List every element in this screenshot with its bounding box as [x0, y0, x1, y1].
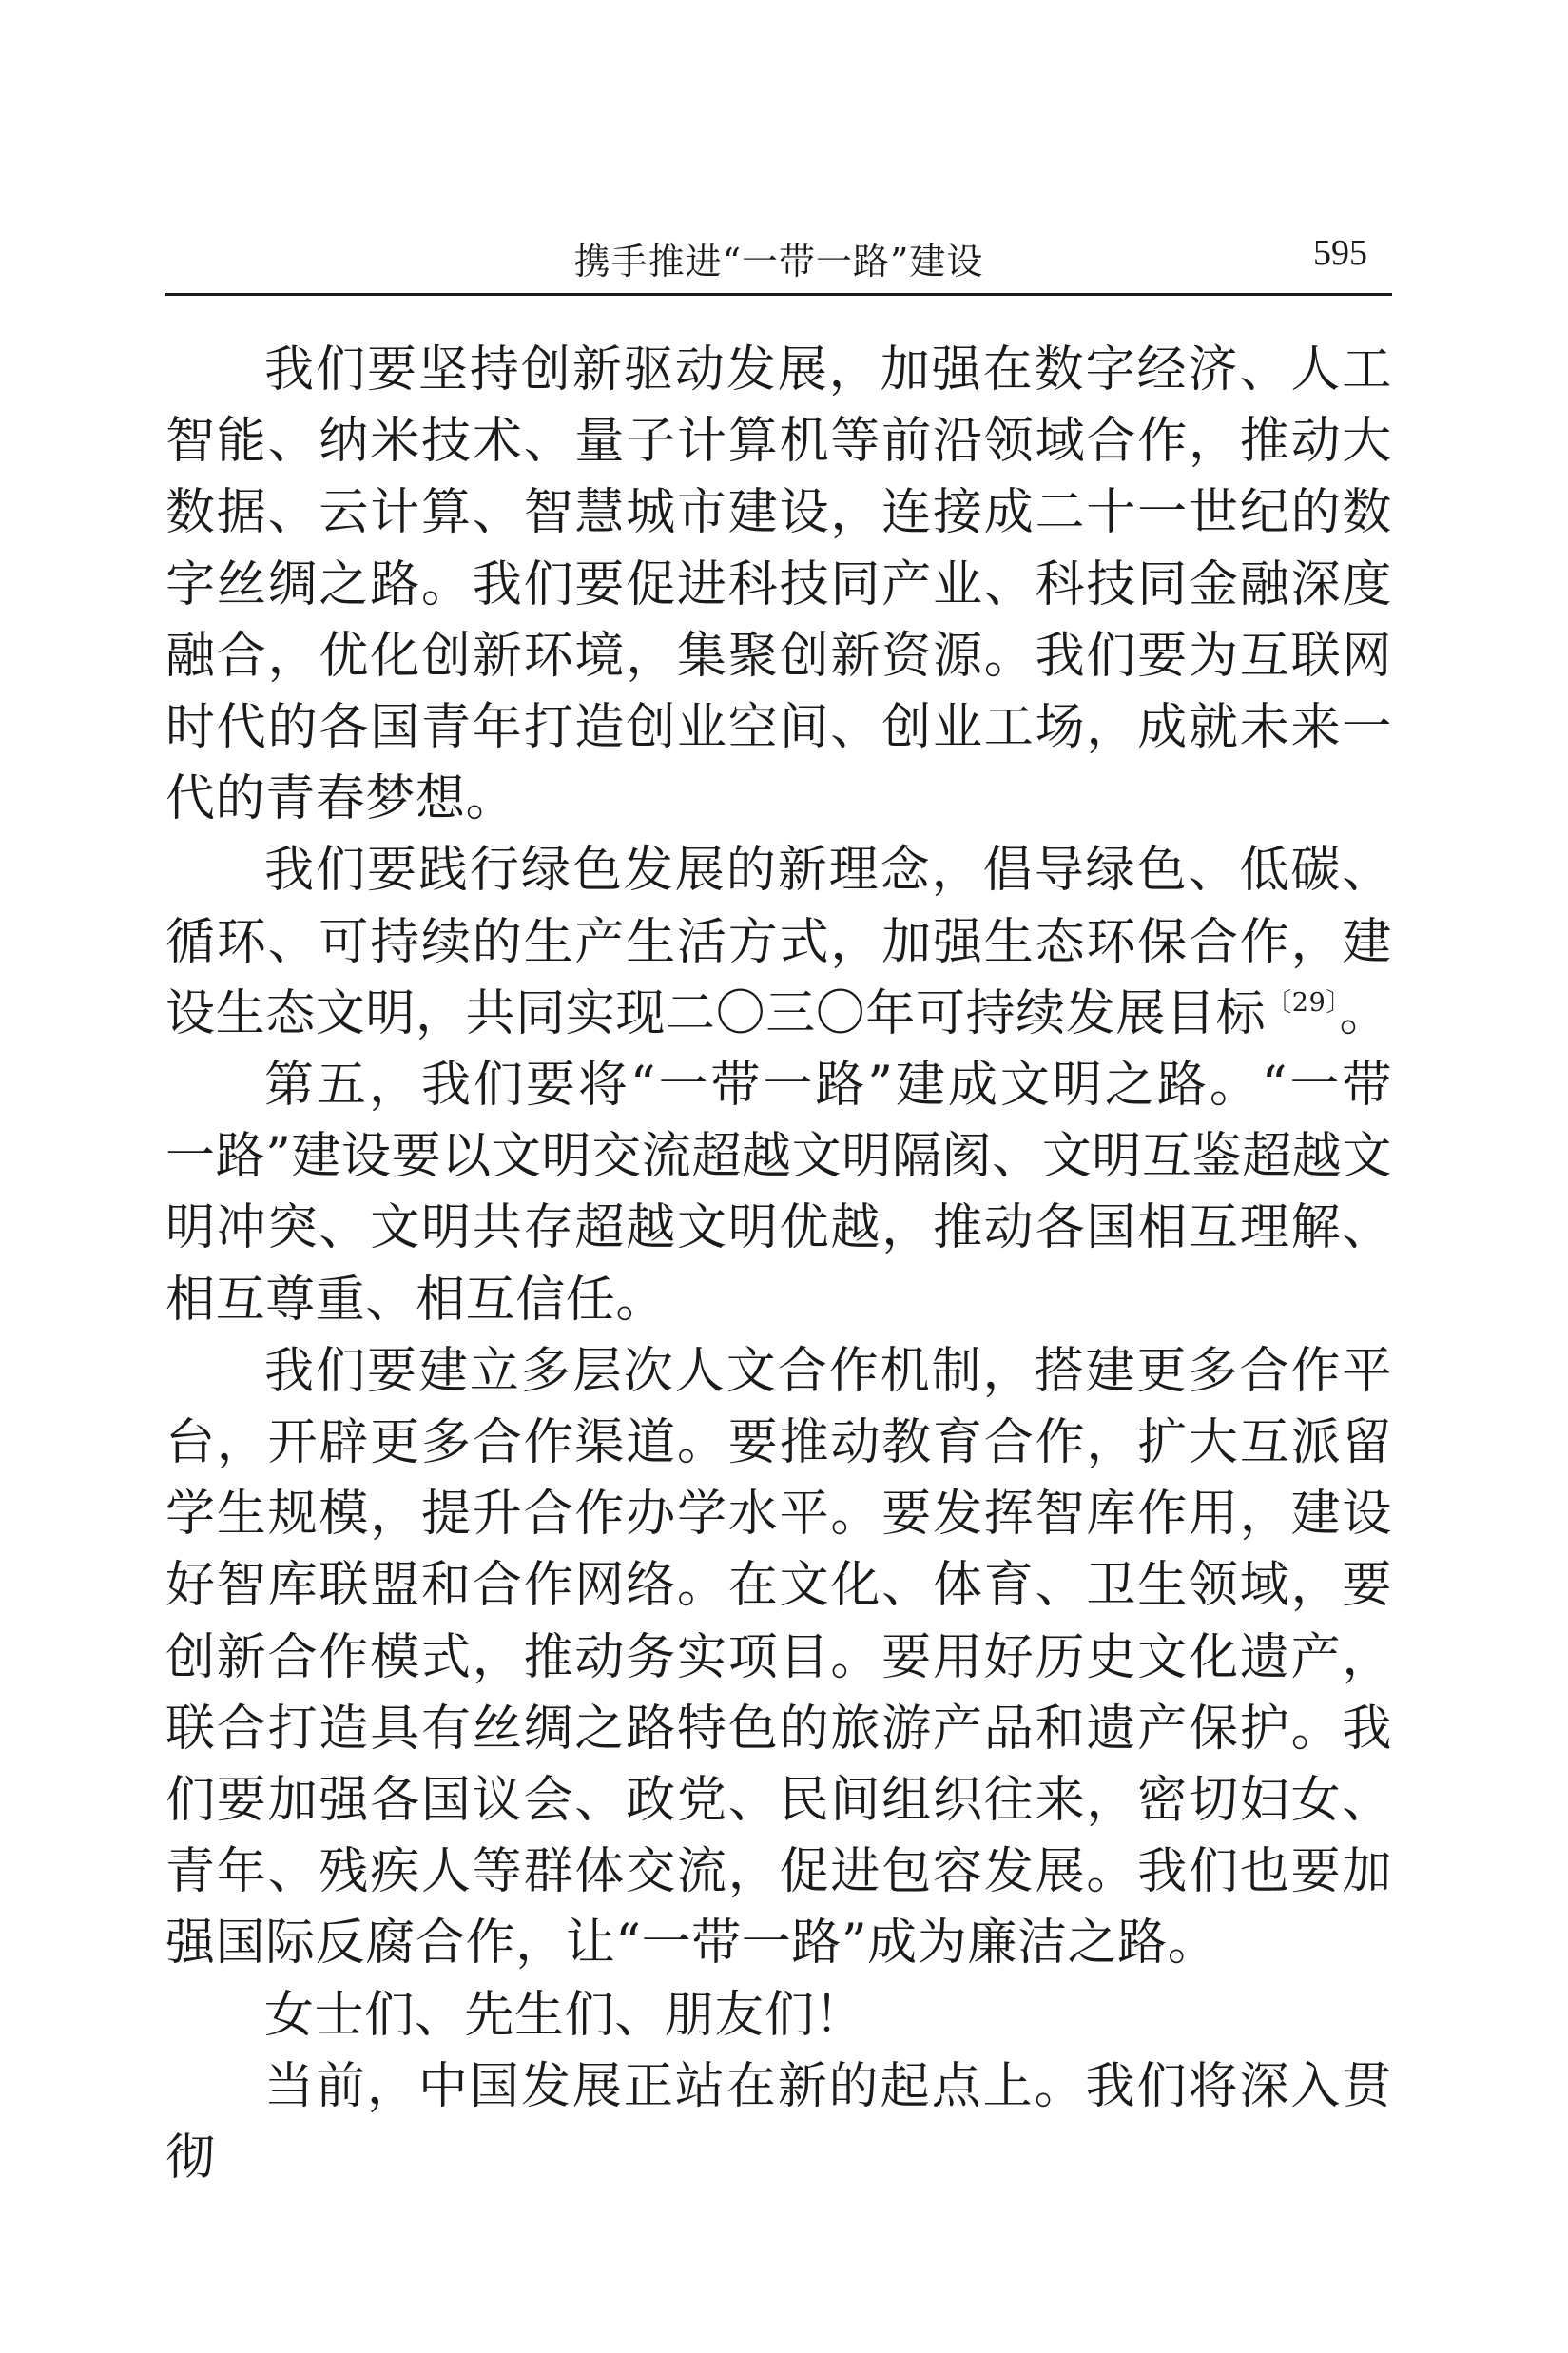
paragraph-text: 我们要践行绿色发展的新理念，倡导绿色、低碳、循环、可持续的生产生活方式，加强生态环保合作，建设生态文明，共同实现二〇三〇年可持续发展目标	[165, 842, 1392, 1042]
footnote-reference: 〔29〕	[1266, 987, 1340, 1018]
paragraph-people-to-people-exchange: 我们要建立多层次人文合作机制，搭建更多合作平台，开辟更多合作渠道。要推动教育合作，扩大互派留学生规模，提升合作办学水平。要发挥智库作用，建设好智库联盟和合作网络。在文化、体育、卫生领域，要创新合作模式，推动务实项目。要用好历史文化遗产，联合打造具有丝绸之路特色的旅游产品和遗产保护。我们要加强各国议会、政党、民间组织往来，密切妇女、青年、残疾人等群体交流，促进包容发展。我们也要加强国际反腐合作，让“一带一路”成为廉洁之路。	[165, 1342, 1392, 1973]
paragraph-china-new-starting-point: 当前，中国发展正站在新的起点上。我们将深入贯彻	[165, 2057, 1392, 2188]
paragraph-road-of-civilization: 第五，我们要将“一带一路”建成文明之路。“一带一路”建设要以文明交流超越文明隔阂、文明互鉴超越文明冲突、文明共存超越文明优越，推动各国相互理解、相互尊重、相互信任。	[165, 1057, 1392, 1329]
paragraph-salutation: 女士们、先生们、朋友们！	[264, 1986, 865, 2044]
paragraph-green-development	[165, 835, 1392, 1050]
running-head-title: 携手推进“一带一路”建设	[573, 241, 984, 282]
paragraph-digital-silk-road: 我们要坚持创新驱动发展，加强在数字经济、人工智能、纳米技术、量子计算机等前沿领域合作，推动大数据、云计算、智慧城市建设，连接成二十一世纪的数字丝绸之路。我们要促进科技同产业、科技同金融深度融合，优化创新环境，集聚创新资源。我们要为互联网时代的各国青年打造创业空间、创业工场，成就未来一代的青春梦想。	[165, 341, 1392, 828]
body-text	[165, 335, 1392, 2194]
header-rule	[165, 293, 1392, 296]
paragraph-end-punctuation: 。	[1339, 984, 1390, 1042]
running-header	[165, 224, 1392, 291]
page-number: 595	[1313, 233, 1367, 273]
